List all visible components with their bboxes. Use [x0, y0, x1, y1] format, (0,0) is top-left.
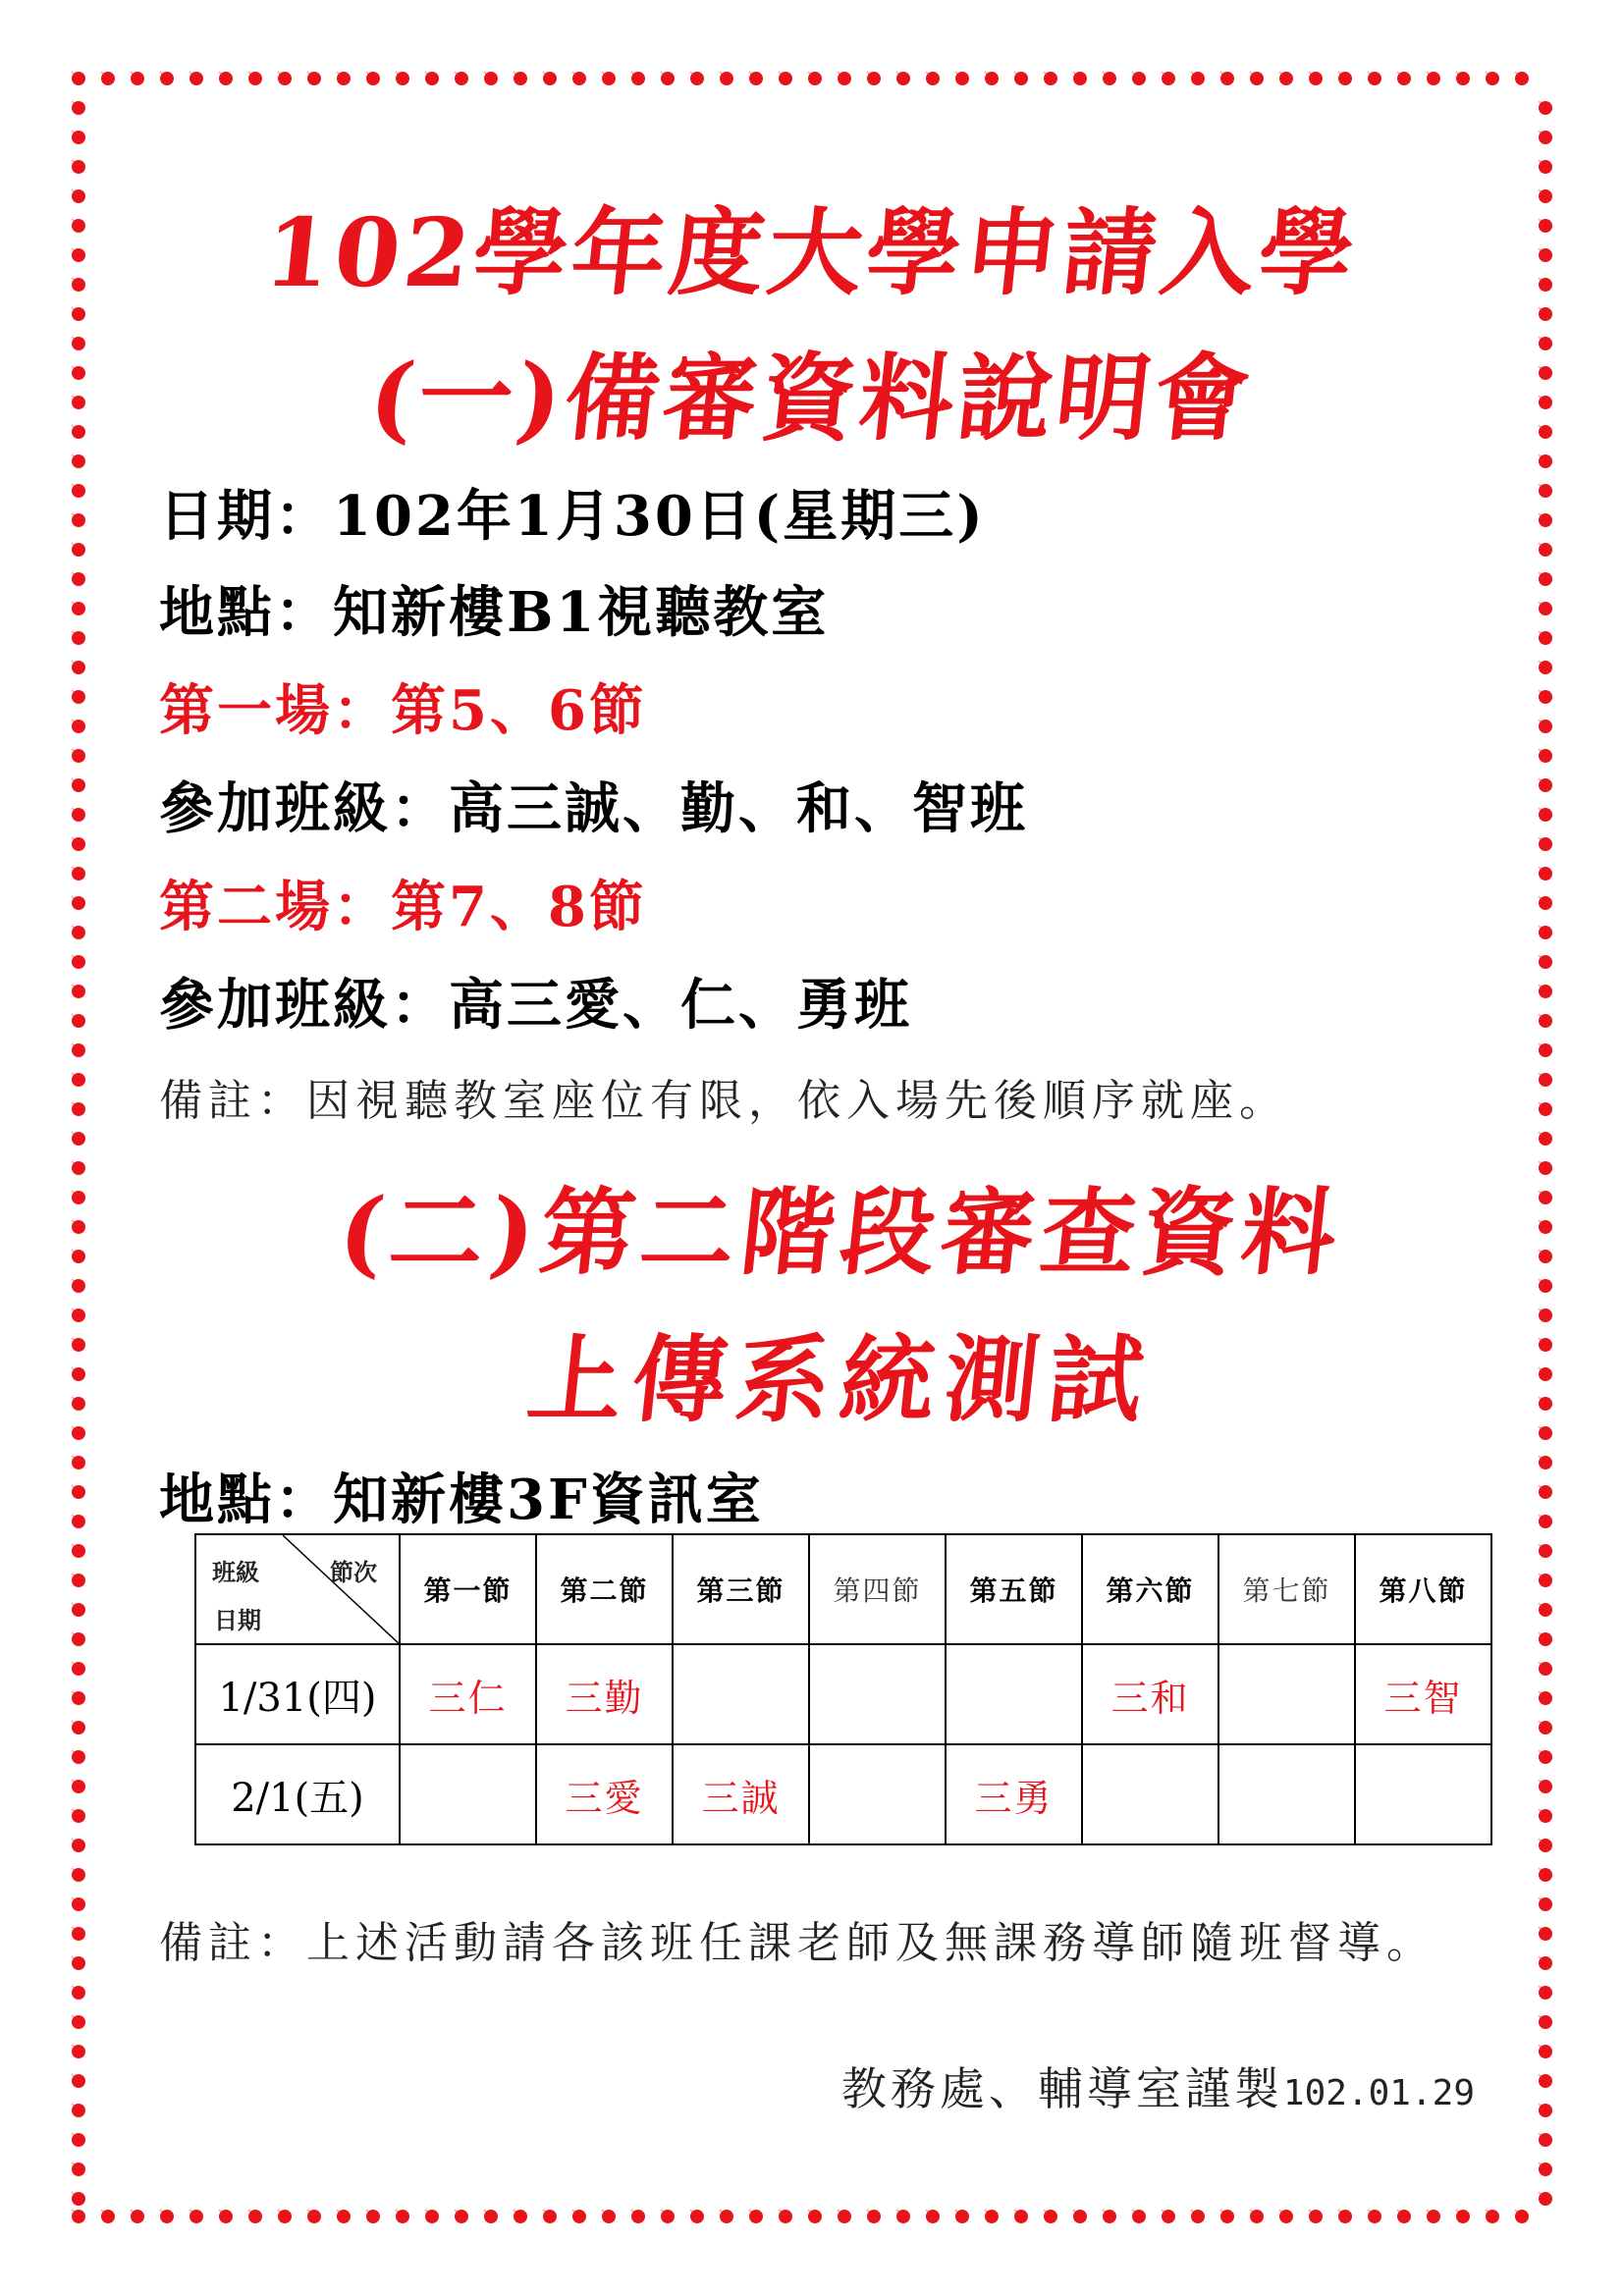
event-venue: 地點：知新樓B1視聽教室 — [159, 580, 830, 645]
table-row — [195, 1744, 1491, 1844]
class-cell: 三勇 — [946, 1744, 1082, 1844]
session-1-classes: 參加班級：高三誠、勤、和、智班 — [159, 776, 1028, 841]
corner-class-label: 班級 — [212, 1558, 259, 1586]
row-date: 2/1(五) — [195, 1744, 400, 1844]
period-header: 第二節 — [536, 1534, 673, 1644]
test-venue: 地點：知新樓3F資訊室 — [159, 1468, 764, 1532]
class-cell — [1218, 1744, 1355, 1844]
schedule-table — [194, 1533, 1492, 1845]
period-header: 第五節 — [946, 1534, 1082, 1644]
period-header: 第八節 — [1355, 1534, 1491, 1644]
table-corner-cell — [195, 1534, 400, 1644]
signature-date: 102.01.29 — [1282, 2073, 1475, 2113]
class-cell — [1355, 1744, 1491, 1844]
test-title-line2: 上傳系統測試 — [522, 1324, 1160, 1435]
class-cell: 三誠 — [673, 1744, 809, 1844]
main-title-line1: 102學年度大學申請入學 — [259, 197, 1364, 308]
row-date: 1/31(四) — [195, 1644, 400, 1744]
corner-date-label: 日期 — [214, 1606, 261, 1634]
class-cell — [809, 1744, 946, 1844]
class-cell: 三愛 — [536, 1744, 673, 1844]
class-cell: 三勤 — [536, 1644, 673, 1744]
class-cell — [400, 1744, 536, 1844]
period-header: 第一節 — [400, 1534, 536, 1644]
class-cell — [1218, 1644, 1355, 1744]
seating-note: 備註：因視聽教室座位有限，依入場先後順序就座。 — [159, 1076, 1288, 1126]
class-cell — [1082, 1744, 1218, 1844]
signature — [841, 2054, 1475, 2118]
table-row — [195, 1644, 1491, 1744]
class-cell: 三智 — [1355, 1644, 1491, 1744]
class-cell — [673, 1644, 809, 1744]
main-title-line2: (一)備審資料說明會 — [363, 343, 1259, 454]
class-cell — [946, 1644, 1082, 1744]
signature-text: 教務處、輔導室謹製 — [840, 2062, 1283, 2115]
period-header: 第六節 — [1082, 1534, 1218, 1644]
class-cell: 三和 — [1082, 1644, 1218, 1744]
session-1-time: 第一場：第5、6節 — [159, 678, 647, 743]
period-header: 第七節 — [1218, 1534, 1355, 1644]
session-2-time: 第二場：第7、8節 — [159, 875, 647, 939]
period-header: 第四節 — [809, 1534, 946, 1644]
supervision-note: 備註：上述活動請各該班任課老師及無課務導師隨班督導。 — [159, 1918, 1435, 1968]
session-2-classes: 參加班級：高三愛、仁、勇班 — [159, 973, 912, 1038]
table-header-row — [195, 1534, 1491, 1644]
event-date: 日期：102年1月30日(星期三) — [159, 484, 986, 549]
period-header: 第三節 — [673, 1534, 809, 1644]
class-cell — [809, 1644, 946, 1744]
test-title-line1: (二)第二階段審查資料 — [333, 1177, 1348, 1288]
class-cell: 三仁 — [400, 1644, 536, 1744]
corner-period-label: 節次 — [330, 1558, 377, 1586]
